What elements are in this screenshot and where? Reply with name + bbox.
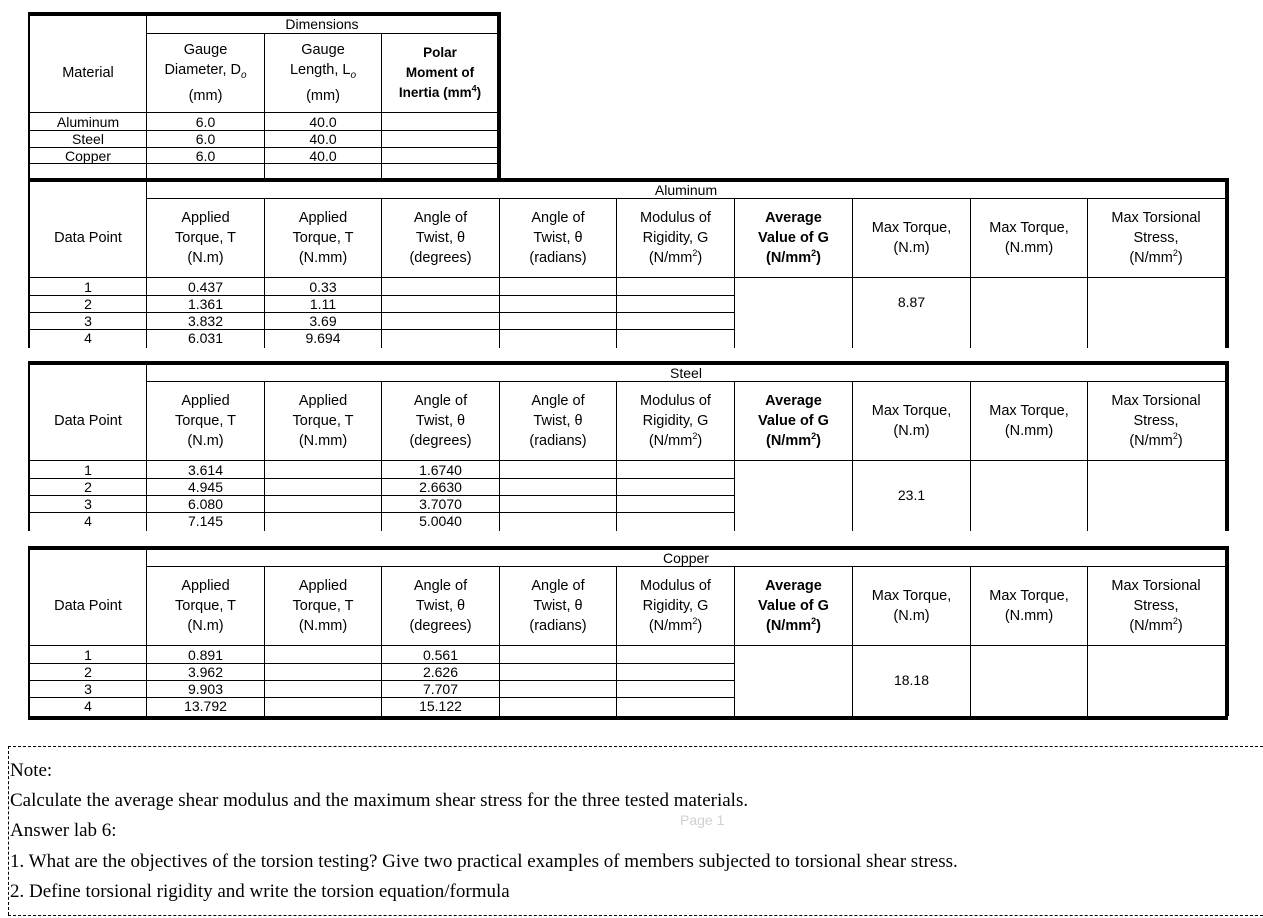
aluminum-max-torque-value: 8.87 xyxy=(897,294,926,310)
steel-row-3-torque-nmm xyxy=(265,496,381,512)
aluminum-row-2-torque-nmm: 1.11 xyxy=(309,296,337,312)
steel-row-1-torque-nmm xyxy=(265,462,381,478)
steel-header-torque-nmm: Applied Torque, T (N.mm) xyxy=(292,393,354,449)
steel-row-1-point: 1 xyxy=(84,462,92,478)
answer-label: Answer lab 6: xyxy=(10,820,117,841)
aluminum-row-4-torque-nm: 6.031 xyxy=(187,330,224,346)
aluminum-header-torque-nmm: Applied Torque, T (N.mm) xyxy=(292,210,354,266)
copper-row-1-torque-nm: 0.891 xyxy=(187,647,224,663)
steel-header-modulus: Modulus of Rigidity, G $(N/mm^2)$ xyxy=(640,393,711,449)
aluminum-header-torque-nm: Applied Torque, T (N.m) xyxy=(175,210,236,266)
page-watermark: Page 1 xyxy=(680,812,725,828)
aluminum-row-4-point: 4 xyxy=(84,330,92,346)
dim-length-steel: 40.0 xyxy=(309,131,337,147)
copper-row-3-angle-deg: 7.707 xyxy=(422,681,459,697)
copper-row-3-torque-nmm xyxy=(265,681,381,697)
section-title-aluminum: Aluminum xyxy=(654,182,718,198)
copper-row-1-torque-nmm xyxy=(265,647,381,663)
copper-row-3-torque-nm: 9.903 xyxy=(187,681,224,697)
aluminum-header-max-torque-nmm: Max Torque, (N.mm) xyxy=(989,220,1069,256)
aluminum-row-1-point: 1 xyxy=(84,279,92,295)
gauge-diameter-header: Gauge Diameter, $D_o$ (mm) xyxy=(164,42,247,104)
polar-moment-header: Polar Moment of Inertia $(mm^4)$ xyxy=(398,45,482,100)
steel-row-1-angle-deg: 1.6740 xyxy=(419,462,462,478)
aluminum-row-2-point: 2 xyxy=(84,296,92,312)
question-2: 2. Define torsional rigidity and write the torsion equation/formula xyxy=(10,881,510,902)
dim-diameter-aluminum: 6.0 xyxy=(195,113,216,130)
copper-row-1-point: 1 xyxy=(84,647,92,663)
aluminum-header-avg-g: Average Value of G $(N/mm^2)$ xyxy=(758,210,829,266)
section-title-steel: Steel xyxy=(670,365,702,381)
copper-row-2-angle-deg: 2.626 xyxy=(422,664,459,680)
steel-header-avg-g: Average Value of G $(N/mm^2)$ xyxy=(758,393,829,449)
copper-header-data-point: Data Point xyxy=(54,598,122,614)
aluminum-row-4-torque-nmm: 9.694 xyxy=(305,330,341,346)
aluminum-header-max-stress: Max Torsional Stress, $(N/mm^2)$ xyxy=(1111,210,1201,266)
steel-row-3-torque-nm: 6.080 xyxy=(187,496,224,512)
steel-row-3-point: 3 xyxy=(84,496,92,512)
steel-header-angle-rad: Angle of Twist, θ (radians) xyxy=(529,393,587,449)
note-label: Note: xyxy=(10,760,53,781)
aluminum-row-1-torque-nmm: 0.33 xyxy=(309,279,337,295)
steel-row-2-angle-deg: 2.6630 xyxy=(419,479,462,495)
dim-material-steel: Steel xyxy=(72,131,104,147)
aluminum-row-3-torque-nm: 3.832 xyxy=(187,313,224,329)
dim-length-copper: 40.0 xyxy=(309,147,337,164)
copper-row-3-point: 3 xyxy=(84,681,92,697)
steel-header-angle-deg: Angle of Twist, θ (degrees) xyxy=(409,393,472,449)
dim-material-copper: Copper xyxy=(65,147,111,164)
steel-header-torque-nm: Applied Torque, T (N.m) xyxy=(175,393,236,449)
copper-row-1-angle-deg: 0.561 xyxy=(422,647,459,663)
aluminum-row-3-point: 3 xyxy=(84,313,92,329)
steel-max-torque-value: 23.1 xyxy=(897,487,926,503)
copper-row-2-torque-nmm xyxy=(265,664,381,680)
steel-row-4-torque-nmm xyxy=(265,513,381,529)
dim-diameter-steel: 6.0 xyxy=(195,131,216,147)
copper-row-4-torque-nmm xyxy=(265,698,381,714)
steel-row-2-torque-nmm xyxy=(265,479,381,495)
steel-row-4-point: 4 xyxy=(84,513,92,529)
aluminum-row-1-angle-deg xyxy=(382,279,499,295)
steel-row-1-torque-nm: 3.614 xyxy=(187,462,224,478)
material-header: Material xyxy=(62,65,114,81)
steel-row-2-point: 2 xyxy=(84,479,92,495)
aluminum-row-1-torque-nm: 0.437 xyxy=(187,279,224,295)
steel-header-data-point: Data Point xyxy=(54,413,122,429)
steel-header-max-torque-nm: Max Torque, (N.m) xyxy=(871,403,952,439)
copper-row-2-point: 2 xyxy=(84,664,92,680)
dim-length-aluminum: 40.0 xyxy=(309,113,337,130)
steel-header-max-torque-nmm: Max Torque, (N.mm) xyxy=(989,403,1069,439)
steel-row-3-angle-deg: 3.7070 xyxy=(419,496,462,512)
dim-diameter-copper: 6.0 xyxy=(195,147,216,164)
copper-header-torque-nm: Applied Torque, T (N.m) xyxy=(175,578,236,634)
aluminum-header-angle-rad: Angle of Twist, θ (radians) xyxy=(529,210,587,266)
question-1: 1. What are the objectives of the torsion testing? Give two practical examples of members subjected to torsional shear stress. xyxy=(10,851,958,872)
steel-row-2-torque-nm: 4.945 xyxy=(187,479,224,495)
aluminum-row-3-torque-nmm: 3.69 xyxy=(309,313,337,329)
copper-header-modulus: Modulus of Rigidity, G $(N/mm^2)$ xyxy=(640,578,711,634)
gauge-length-header: Gauge Length, $L_o$ (mm) xyxy=(289,42,357,104)
copper-header-max-torque-nm: Max Torque, (N.m) xyxy=(871,588,952,624)
aluminum-row-4-angle-deg xyxy=(382,330,499,346)
copper-header-max-stress: Max Torsional Stress, $(N/mm^2)$ xyxy=(1111,578,1201,634)
copper-header-avg-g: Average Value of G $(N/mm^2)$ xyxy=(758,578,829,634)
steel-row-4-torque-nm: 7.145 xyxy=(187,513,224,529)
copper-row-4-angle-deg: 15.122 xyxy=(419,698,462,714)
copper-header-angle-deg: Angle of Twist, θ (degrees) xyxy=(409,578,472,634)
section-title-copper: Copper xyxy=(663,550,709,566)
copper-row-2-torque-nm: 3.962 xyxy=(187,664,224,680)
instruction-text: Calculate the average shear modulus and the maximum shear stress for the three tested materials. xyxy=(10,790,749,811)
aluminum-header-modulus: Modulus of Rigidity, G $(N/mm^2)$ xyxy=(640,210,711,266)
copper-header-max-torque-nmm: Max Torque, (N.mm) xyxy=(989,588,1069,624)
aluminum-header-max-torque-nm: Max Torque, (N.m) xyxy=(871,220,952,256)
copper-max-torque-value: 18.18 xyxy=(893,672,930,688)
copper-row-4-torque-nm: 13.792 xyxy=(184,698,227,714)
copper-header-torque-nmm: Applied Torque, T (N.mm) xyxy=(292,578,354,634)
copper-header-angle-rad: Angle of Twist, θ (radians) xyxy=(529,578,587,634)
aluminum-header-angle-deg: Angle of Twist, θ (degrees) xyxy=(409,210,472,266)
aluminum-row-3-angle-deg xyxy=(382,313,499,329)
dimensions-title: Dimensions xyxy=(285,16,359,32)
aluminum-row-2-angle-deg xyxy=(382,296,499,312)
aluminum-row-2-torque-nm: 1.361 xyxy=(187,296,224,312)
copper-row-4-point: 4 xyxy=(84,698,92,714)
aluminum-header-data-point: Data Point xyxy=(54,230,122,246)
steel-header-max-stress: Max Torsional Stress, $(N/mm^2)$ xyxy=(1111,393,1201,449)
dim-material-aluminum: Aluminum xyxy=(56,113,120,130)
steel-row-4-angle-deg: 5.0040 xyxy=(419,513,462,529)
